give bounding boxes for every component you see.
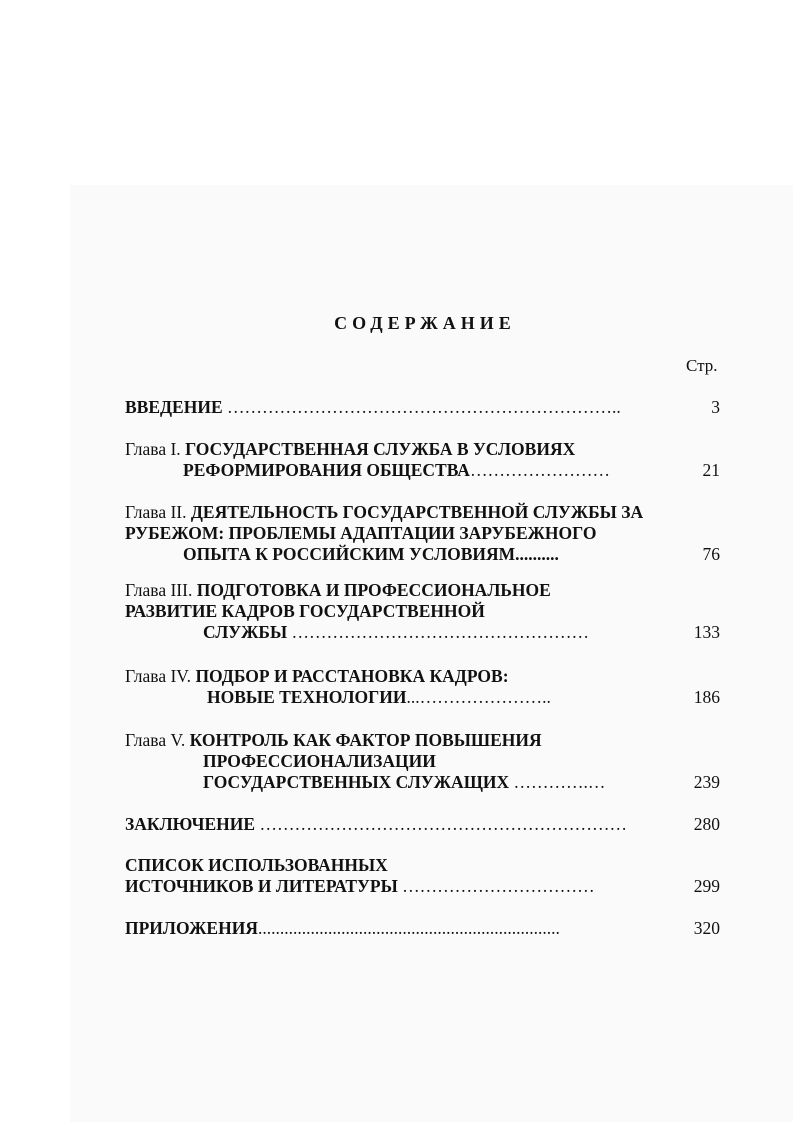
toc-entry-chapter-4-line-2	[207, 687, 551, 708]
entry-title: ГОСУДАРСТВЕННЫХ СЛУЖАЩИХ	[203, 772, 510, 792]
entry-title: РАЗВИТИЕ КАДРОВ ГОСУДАРСТВЕННОЙ	[125, 601, 485, 621]
toc-entry-chapter-5-line-2	[203, 751, 436, 772]
toc-entry-bibliography	[125, 855, 388, 876]
entry-title: ИСТОЧНИКОВ И ЛИТЕРАТУРЫ	[125, 876, 398, 896]
leader-dots: .....................................................................	[257, 918, 560, 938]
entry-title: ДЕЯТЕЛЬНОСТЬ ГОСУДАРСТВЕННОЙ СЛУЖБЫ ЗА	[190, 502, 644, 522]
toc-entry-chapter-4	[125, 666, 509, 687]
toc-entry-chapter-2-line-2	[125, 523, 596, 544]
page-number: 21	[702, 460, 720, 480]
entry-title: ОПЫТА К РОССИЙСКИМ УСЛОВИЯМ	[183, 544, 516, 564]
entry-title: ПРОФЕССИОНАЛИЗАЦИИ	[203, 751, 436, 771]
leader-dots: ..........	[515, 544, 559, 564]
leader-dots: ……………………………	[397, 876, 595, 896]
page-number: 299	[693, 876, 720, 896]
page-column-label: Стр.	[686, 356, 718, 375]
entry-title: НОВЫЕ ТЕХНОЛОГИИ	[207, 687, 407, 707]
toc-entry-appendices	[125, 918, 560, 939]
toc-entry-chapter-2	[125, 502, 643, 523]
toc-entry-chapter-3-line-3	[203, 622, 589, 643]
leader-dots: ………………………………………………………	[255, 814, 627, 834]
chapter-prefix: Глава IV.	[125, 666, 196, 686]
entry-title: КОНТРОЛЬ КАК ФАКТОР ПОВЫШЕНИЯ	[189, 730, 542, 750]
toc-entry-chapter-1	[125, 439, 575, 460]
leader-dots: ……………………………………………	[287, 622, 590, 642]
page-number: 133	[693, 622, 720, 642]
leader-dots: ……………………	[469, 460, 610, 480]
toc-entry-conclusion	[125, 814, 627, 835]
toc-entry-chapter-3-line-2	[125, 601, 485, 622]
page-number: 3	[711, 397, 720, 417]
leader-dots: ...…………………..	[406, 687, 551, 707]
page-number: 186	[693, 687, 720, 707]
page-number: 239	[693, 772, 720, 792]
entry-title: ГОСУДАРСТВЕННАЯ СЛУЖБА В УСЛОВИЯХ	[185, 439, 576, 459]
page-number: 280	[693, 814, 720, 834]
toc-entry-introduction	[125, 397, 621, 418]
chapter-prefix: Глава I.	[125, 439, 186, 459]
chapter-prefix: Глава III.	[125, 580, 197, 600]
entry-title: ПРИЛОЖЕНИЯ	[125, 918, 258, 938]
chapter-prefix: Глава II.	[125, 502, 191, 522]
toc-entry-chapter-2-line-3	[183, 544, 559, 565]
toc-entry-bibliography-line-2	[125, 876, 595, 897]
entry-title: ПОДБОР И РАССТАНОВКА КАДРОВ:	[195, 666, 509, 686]
toc-entry-chapter-3	[125, 580, 551, 601]
chapter-prefix: Глава V.	[125, 730, 190, 750]
entry-title: ЗАКЛЮЧЕНИЕ	[125, 814, 256, 834]
toc-entry-chapter-1-line-2	[183, 460, 610, 481]
page-number: 76	[702, 544, 720, 564]
entry-title: СПИСОК ИСПОЛЬЗОВАННЫХ	[125, 855, 388, 875]
toc-title: СОДЕРЖАНИЕ	[334, 313, 516, 333]
entry-title: СЛУЖБЫ	[203, 622, 288, 642]
leader-dots: ………….…	[509, 772, 606, 792]
leader-dots: …………………………………………………………..	[222, 397, 621, 417]
entry-title: ВВЕДЕНИЕ	[125, 397, 223, 417]
entry-title: ПОДГОТОВКА И ПРОФЕССИОНАЛЬНОЕ	[196, 580, 551, 600]
entry-title: РЕФОРМИРОВАНИЯ ОБЩЕСТВА	[183, 460, 470, 480]
toc-entry-chapter-5-line-3	[203, 772, 605, 793]
page-number: 320	[693, 918, 720, 938]
toc-entry-chapter-5	[125, 730, 542, 751]
entry-title: РУБЕЖОМ: ПРОБЛЕМЫ АДАПТАЦИИ ЗАРУБЕЖНОГО	[125, 523, 597, 543]
